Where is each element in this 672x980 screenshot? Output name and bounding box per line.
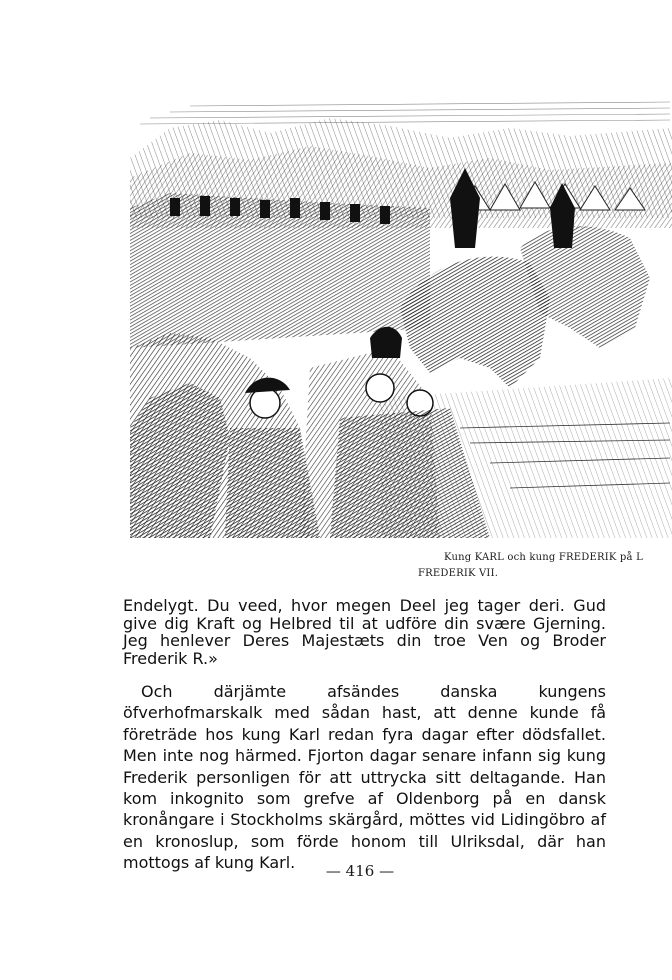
cavalry-parade-engraving-icon — [130, 98, 672, 538]
paragraph-letter-closing: Endelygt. Du veed, hvor megen Deel jeg tager deri. Gud give dig Kraft og Helbred til at udföre din svære Gjerning. Jeg henlever Deres Majestæts din troe Ven og Broder Frederik R.» — [123, 596, 606, 668]
figure-caption — [418, 550, 672, 582]
page-number: — 416 — — [325, 862, 395, 880]
caption-line-1: Kung KARL och kung FREDERIK på L — [444, 552, 643, 563]
paragraph-narrative: Och därjämte afsändes danska kungens öfverhofmarskalk med sådan hast, att denne kunde få företräde hos kung Karl redan fyra dagar efter dödsfallet. Men inte nog härmed. Fjorton dagar senare infann sig kung Frederik personligen för att uttrycka sitt deltagande. Han kom inkognito som grefve af Oldenborg på en dansk kronångare i Stockholms skärgård, möttes vid Lidingöbro af en kronoslup, som förde honom till Ulriksdal, där han mottogs af kung Karl. — [123, 682, 606, 873]
caption-line-2: FREDERIK VII. — [418, 568, 499, 579]
engraving-illustration — [130, 98, 672, 538]
